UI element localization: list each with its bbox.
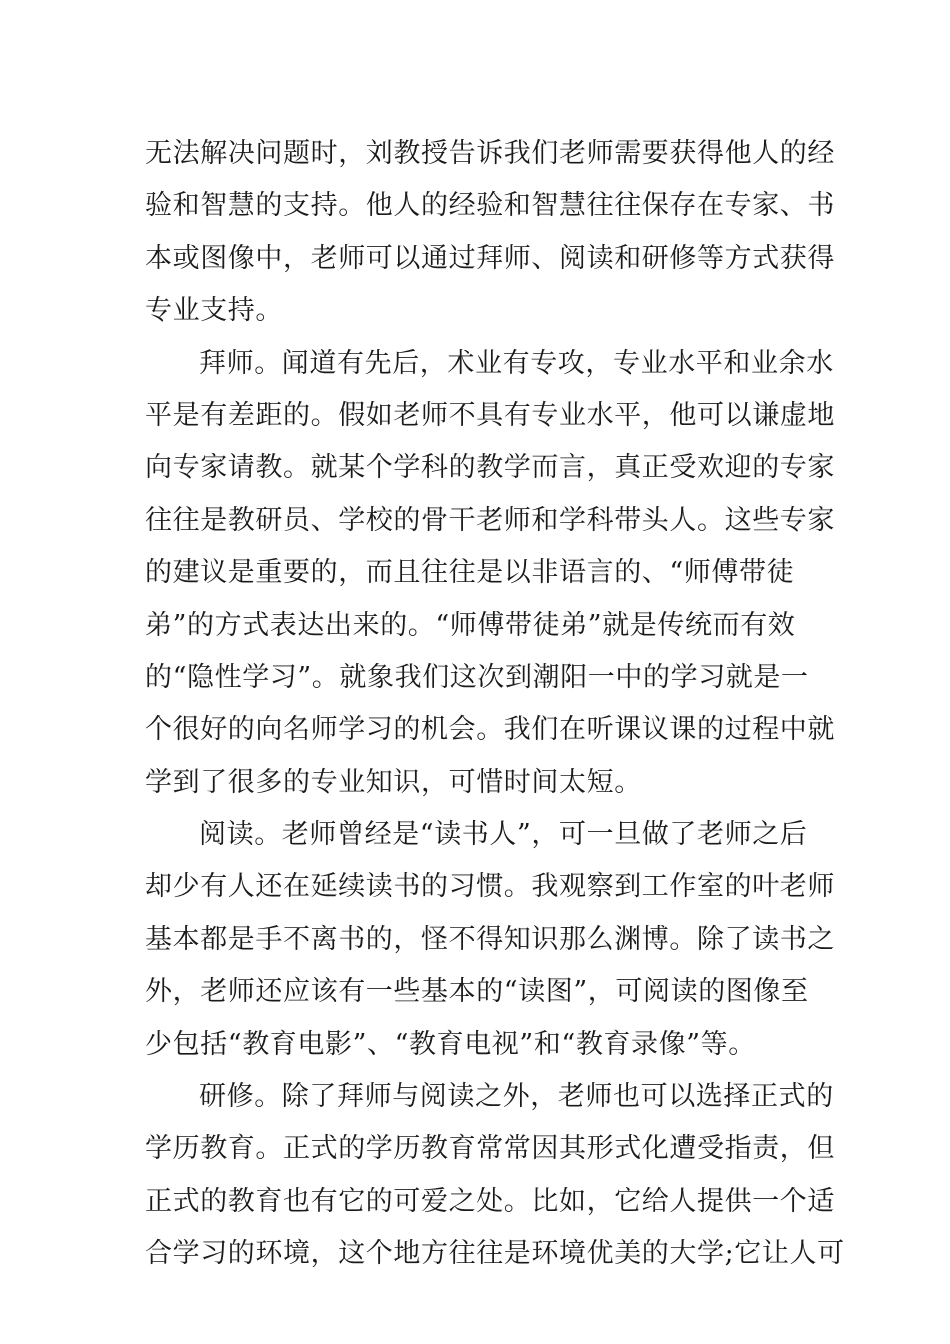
text-line: 研修。除了拜师与阅读之外，老师也可以选择正式的 [199, 1081, 834, 1113]
text-line: 个很好的向名师学习的机会。我们在听课议课的过程中就 [145, 714, 835, 746]
text-line: 验和智慧的支持。他人的经验和智慧往往保存在专家、书 [145, 190, 835, 222]
paragraph-continued [145, 128, 835, 338]
text-line: 的“隐性学习”。就象我们这次到潮阳一中的学习就是一 [145, 661, 809, 693]
text-line: 往往是教研员、学校的骨干老师和学科带头人。这些专家 [145, 504, 835, 536]
paragraph-yuedu [145, 809, 835, 1071]
text-line: 拜师。闻道有先后，术业有专攻，专业水平和业余水 [199, 347, 834, 379]
document-body [145, 128, 845, 1281]
text-line: 少包括“教育电影”、“教育电视”和“教育录像”等。 [145, 1028, 756, 1060]
text-line: 的建议是重要的，而且往往是以非语言的、“师傅带徒 [145, 557, 795, 589]
text-line: 合学习的环境，这个地方往往是环境优美的大学;它让人可 [145, 1238, 845, 1270]
text-line: 基本都是手不离书的，怪不得知识那么渊博。除了读书之 [145, 923, 835, 955]
paragraph-baishi [145, 338, 835, 810]
text-line: 阅读。老师曾经是“读书人”，可一旦做了老师之后 [199, 819, 808, 851]
text-line: 平是有差距的。假如老师不具有专业水平，他可以谦虚地 [145, 399, 835, 431]
text-line: 外，老师还应该有一些基本的“读图”，可阅读的图像至 [145, 976, 809, 1008]
text-line: 专业支持。 [145, 295, 283, 327]
text-line: 弟”的方式表达出来的。“师傅带徒弟”就是传统而有效 [145, 609, 796, 641]
text-line: 无法解决问题时，刘教授告诉我们老师需要获得他人的经 [145, 138, 835, 169]
text-line: 学历教育。正式的学历教育常常因其形式化遭受指责，但 [145, 1133, 835, 1165]
text-line: 本或图像中，老师可以通过拜师、阅读和研修等方式获得 [145, 242, 835, 274]
text-line: 学到了很多的专业知识，可惜时间太短。 [145, 766, 642, 798]
text-line: 却少有人还在延续读书的习惯。我观察到工作室的叶老师 [145, 871, 835, 903]
text-line: 正式的教育也有它的可爱之处。比如，它给人提供一个适 [145, 1185, 835, 1217]
paragraph-yanxiu [145, 1071, 845, 1281]
text-line: 向专家请教。就某个学科的教学而言，真正受欢迎的专家 [145, 452, 835, 484]
